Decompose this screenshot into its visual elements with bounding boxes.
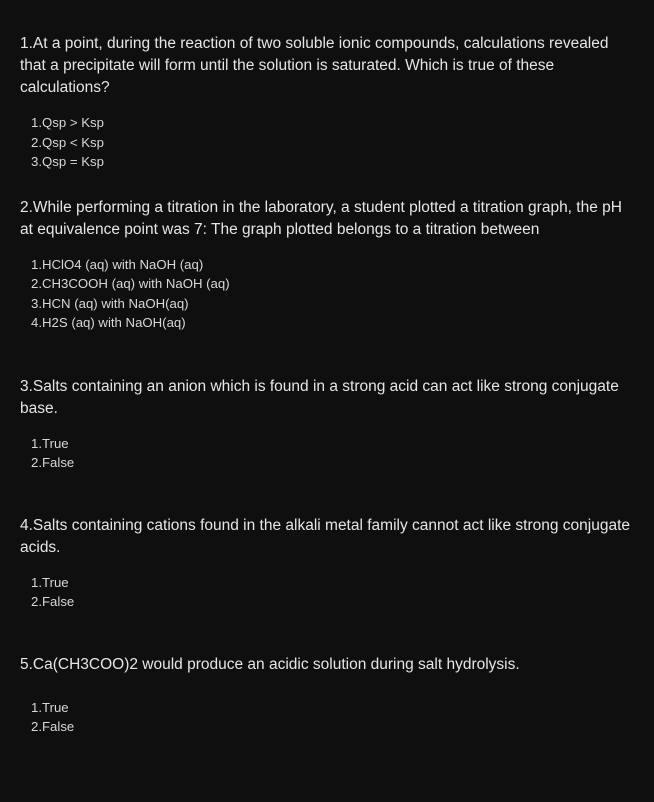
question-text: 5.Ca(CH3COO)2 would produce an acidic solution during salt hydrolysis. — [20, 655, 520, 673]
option-item[interactable]: 1.True — [31, 435, 69, 451]
option-list — [20, 434, 642, 473]
option-list — [20, 698, 642, 737]
option-item[interactable]: 2.False — [31, 719, 75, 734]
option-list — [20, 113, 642, 172]
option-item[interactable]: 1.True — [31, 699, 69, 715]
option-item[interactable]: 3.Qsp = Ksp — [31, 154, 104, 169]
option-item[interactable]: 2.False — [31, 594, 75, 609]
question-4 — [20, 515, 642, 612]
question-text: 3.Salts containing an anion which is found in a strong acid can act like strong conjugate base. — [20, 377, 619, 417]
option-item[interactable]: 2.False — [31, 455, 75, 470]
question-text: 2.While performing a titration in the laboratory, a student plotted a titration graph, the pH at equivalence point was 7: The graph plotted belongs to a titration between — [20, 198, 622, 238]
question-text: 4.Salts containing cations found in the alkali metal family cannot act like strong conjugate acids. — [20, 516, 631, 556]
option-item[interactable]: 2.CH3COOH (aq) with NaOH (aq) — [31, 276, 230, 291]
question-2 — [20, 197, 642, 333]
question-1 — [20, 33, 642, 172]
option-item[interactable]: 1.HClO4 (aq) with NaOH (aq) — [31, 256, 204, 272]
option-list — [20, 255, 642, 333]
option-item[interactable]: 4.H2S (aq) with NaOH(aq) — [31, 315, 186, 330]
option-item[interactable]: 1.True — [31, 574, 69, 590]
question-3 — [20, 376, 642, 473]
option-list — [20, 573, 642, 612]
question-5 — [20, 654, 642, 737]
option-item[interactable]: 3.HCN (aq) with NaOH(aq) — [31, 295, 189, 311]
question-text: 1.At a point, during the reaction of two soluble ionic compounds, calculations revealed that a precipitate will form until the solution is saturated. Which is true of these calculations? — [20, 35, 609, 96]
option-item[interactable]: 1.Qsp > Ksp — [31, 115, 104, 130]
option-item[interactable]: 2.Qsp < Ksp — [31, 134, 104, 150]
